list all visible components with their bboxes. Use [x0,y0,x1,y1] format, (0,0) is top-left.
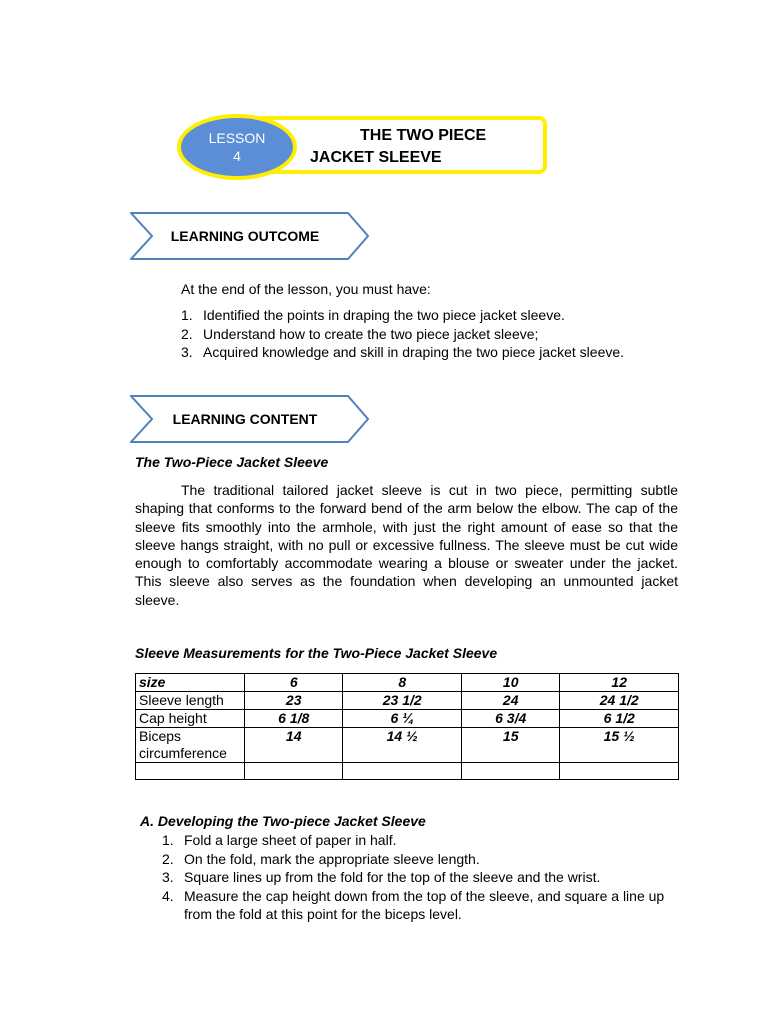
list-item: 3. Acquired knowledge and skill in draping the two piece jacket sleeve. [181,344,625,360]
section-a-heading: A. Developing the Two-piece Jacket Sleeve [140,813,426,829]
table-cell: 14 [245,728,343,763]
table-cell [136,763,245,780]
lesson-label: LESSON [208,130,266,146]
table-cell: 23 1/2 [343,692,462,710]
table-cell: 24 [461,692,559,710]
lesson-badge [177,114,297,180]
table-cell: 24 1/2 [560,692,679,710]
table-cell: 15 ½ [560,728,679,763]
learning-content-label: LEARNING CONTENT [172,411,318,427]
lesson-title-line1: THE TWO PIECE [360,127,487,144]
lesson-title [310,125,530,169]
learning-outcome-banner [130,212,370,260]
table-cell [245,763,343,780]
table-cell: 8 [343,674,462,692]
table-cell: 10 [461,674,559,692]
table-cell: 15 [461,728,559,763]
table-cell: 12 [560,674,679,692]
table-cell [343,763,462,780]
table-row [136,728,679,763]
table-cell [461,763,559,780]
table-cell: 6 ¼ [343,710,462,728]
table-row [136,710,679,728]
table-cell: 6 1/8 [245,710,343,728]
table-cell: Biceps circumference [136,728,245,763]
outcome-intro: At the end of the lesson, you must have: [181,281,431,297]
learning-content-banner [130,395,370,443]
learning-outcome-label: LEARNING OUTCOME [170,228,320,244]
content-subheading: The Two-Piece Jacket Sleeve [135,454,329,470]
lesson-title-line2: JACKET SLEEVE [310,149,442,166]
table-cell: Cap height [136,710,245,728]
table-cell: 14 ½ [343,728,462,763]
lesson-number: 4 [233,148,241,164]
list-item: 4. Measure the cap height down from the top of the sleeve, and square a line up from the fold at this point for the biceps level. [162,887,665,922]
table-row [136,763,679,780]
table-header-row [136,674,679,692]
list-item: 1. Identified the points in draping the two piece jacket sleeve. [181,307,565,323]
outcome-list [181,306,701,362]
list-item: 2. On the fold, mark the appropriate sleeve length. [162,850,480,867]
table-cell: Sleeve length [136,692,245,710]
table-cell: size [136,674,245,692]
sleeve-measurement-table [135,673,679,780]
table-cell: 6 1/2 [560,710,679,728]
table-cell: 6 3/4 [461,710,559,728]
section-a-steps [162,831,682,924]
list-item: 1. Fold a large sheet of paper in half. [162,832,397,848]
table-cell: 6 [245,674,343,692]
table-cell [560,763,679,780]
list-item: 3. Square lines up from the fold for the top of the sleeve and the wrist. [162,869,601,885]
list-item: 2. Understand how to create the two piece jacket sleeve; [181,325,539,342]
table-caption: Sleeve Measurements for the Two-Piece Jacket Sleeve [135,645,498,661]
table-row [136,692,679,710]
content-paragraph: The traditional tailored jacket sleeve is cut in two piece, permitting subtle shaping that conforms to the forward bend of the arm below the elbow. The cap of the sleeve fits smoothly into the armhole, with just the right amount of ease so that the sleeve hangs straight, with no pull or excessive fullness. The sleeve must be cut wide enough to comfortably accommodate wearing a blouse or sweater under the jacket. This sleeve also serves as the foundation when developing an unmounted jacket sleeve. [135,482,678,608]
table-cell: 23 [245,692,343,710]
